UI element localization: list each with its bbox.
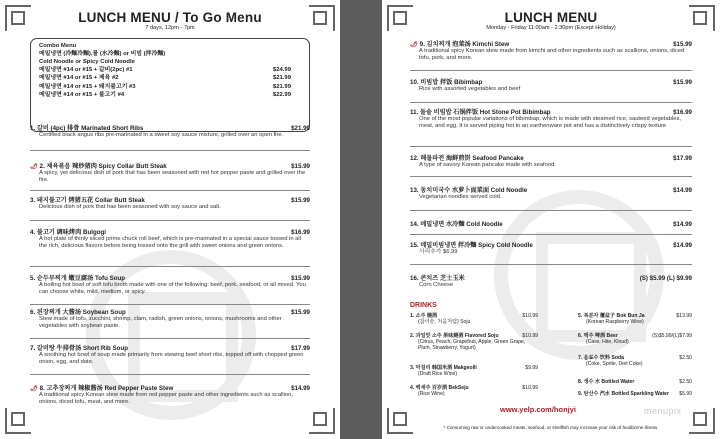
left-menu-page: [0, 0, 340, 439]
menu-item: 🌶 8. 고추장찌개 辣椒酱汤 Red Pepper Paste Stew $14.99 A traditional spicy Korean stew made from red pepper paste and other ingredients such as scallion, onions, diced tofu, meat, and more.: [30, 385, 310, 405]
menupix-watermark: menupix: [644, 406, 682, 416]
combo-row: 메밀냉면 #14 or #15 + 제육 #2 $21.99: [39, 75, 291, 82]
combo-menu-box: [30, 38, 310, 132]
menu-item: 1. 갈비 (4pc) 排骨 Marinated Short Ribs $21.99 Certified black angus ribs pre-marinated in a sweet soy sauce mixture, grilled over an open fire.: [30, 125, 310, 139]
divider: [410, 146, 692, 147]
page-title: LUNCH MENU: [504, 10, 598, 25]
divider: [410, 234, 692, 235]
combo-line: Cold Noodle or Spicy Cold Noodle: [39, 59, 135, 65]
divider: [410, 176, 692, 177]
divider: [30, 220, 310, 221]
drink-item: 5. 복분자 覆盆子 Bok Bun Ja (Korean Raspberry Wine) $13.99: [578, 313, 692, 325]
page-subtitle: 7 days, 12pm - 7pm: [145, 25, 195, 31]
menu-item: 7. 갈비탕 牛排骨汤 Short Rib Soup $17.99 A soothing hot bowl of soup made primarily from stewing beef short ribs, topped off with chopped green onion, egg, and date.: [30, 345, 310, 365]
yelp-link[interactable]: www.yelp.com/honjyi: [500, 405, 576, 414]
page-subtitle: Monday - Friday 11:00am - 2:30pm (Except Holiday): [486, 25, 616, 31]
drink-item: 7. 음료수 饮料 Soda (Coke, Sprite, Diet Coke) $2.50: [578, 355, 692, 367]
drink-item: 8. 생수 水 Bottled Water $2.50: [578, 379, 692, 385]
drinks-heading: DRINKS: [410, 302, 437, 309]
menu-item: 5. 순두부찌개 嫩豆腐汤 Tofu Soup $15.99 A boiling hot bowl of soft tofu broth made with one of the following: beef, pork, seafood, or all mixed. You can choose white, mild, medium, or spicy.: [30, 275, 310, 295]
menu-item: 4. 불고기 调味烤肉 Bulgogi $16.99 A hot plate of thinly sliced prime chuck roll beef, which is pre-marinated in a special sauce tossed in all the rich, delicious flavors before being tossed onto the grill with sweet onions and green onions.: [30, 229, 310, 249]
menu-item: 11. 돌솥 비빔밥 石锅拌饭 Hot Stone Pot Bibimbap $16.99 One of the most popular variations of bibimbap, which is made with steamed rice, sauteed vegetables, meat, and egg. It is served piping hot in an earthenware pot and has a distinctively crispy texture: [410, 109, 692, 129]
pepper-icon: 🌶: [30, 164, 38, 170]
corner-ornament: [387, 408, 413, 434]
divider: [410, 210, 692, 211]
drink-item: 9. 탄산수 汽水 Bottled Sparkling Water $5.99: [578, 391, 692, 397]
corner-ornament: [309, 408, 335, 434]
divider: [410, 70, 692, 71]
divider: [30, 374, 310, 375]
drink-item: 1. 소주 燒酒 (참이슬, 처음처럼) Soju $10.99: [410, 313, 538, 325]
menu-item: 6. 된장찌개 大酱汤 Soybean Soup $15.99 Stew made of tofu, zucchini, shrimp, clam, radish, green onions, onions, mushrooms and other vegetables with soybean paste.: [30, 309, 310, 329]
menu-item: 🌶 9. 김치찌개 泡菜汤 Kimchi Stew $15.99 A traditional spicy Korean stew made from kimchi and other ingredients such as scallions, onions, diced tofu, pork, and more.: [410, 41, 692, 61]
combo-row: 메밀냉면 #14 or #15 + 불고기 #4 $22.99: [39, 92, 291, 99]
divider: [30, 190, 310, 191]
divider: [30, 304, 310, 305]
corner-ornament: [689, 408, 715, 434]
combo-line: 메밀냉면 (冷麵冷麵),물 (水冷麵) or 비빔 (拌冷麵): [39, 51, 166, 57]
menu-item: 14. 메밀냉면 水冷麵 Cold Noodle $14.99: [410, 221, 692, 228]
right-menu-page: [382, 0, 720, 439]
combo-title: Combo Menu: [39, 43, 77, 49]
menu-item: 16. 콘치즈 芝士玉米 (S) $5.99 (L) $9.99 Corn Cheese: [410, 275, 692, 289]
drink-item: 3. 막걸리 韩国米酒 Makgeolli (Draft Rice Wine) $9.99: [410, 365, 538, 377]
divider: [30, 266, 310, 267]
combo-row: 메밀냉면 #14 or #15 + 갈비(2pc) #1 $24.99: [39, 67, 291, 73]
menu-item: 15. 메밀비빔냉면 拌冷麵 Spicy Cold Noodle $14.99 사리추가 $6.99: [410, 242, 692, 256]
divider: [410, 102, 692, 103]
combo-row: 메밀냉면 #14 or #15 + 돼지불고기 #3 $21.99: [39, 83, 291, 90]
pepper-icon: 🌶: [30, 386, 38, 392]
pepper-icon: 🌶: [410, 42, 418, 48]
page-title: LUNCH MENU / To Go Menu: [78, 10, 262, 25]
divider: [30, 338, 310, 339]
menu-item: 3. 돼지불고기 烤猪五花 Collar Butt Steak $15.99 Delicious dish of pork that has been seasoned with soy sauce and salt.: [30, 197, 310, 211]
menu-item: 10. 비빔밥 拌饭 Bibimbap $15.99 Rice with assorted vegetables and beef: [410, 79, 692, 93]
drink-item: 4. 백세주 百岁酒 BekSeju (Rice Wine) $10.99: [410, 385, 538, 397]
menu-item: 13. 동치미국수 水萝卜面菜面 Cold Noodle $14.99 Vegetarian noodles served cold.: [410, 187, 692, 201]
drink-item: 2. 과일맛 소주 果味燒酒 Flavored Soju (Citrus, Peach, Grapefruit, Apple, Green Grape, Plum, Strawberry, Yogurt) $10.99: [410, 333, 538, 351]
corner-ornament: [5, 408, 31, 434]
menu-item: 🌶 2. 제육볶음 辣炒猪肉 Spicy Collar Butt Steak $15.99 A spicy, yet delicious dish of pork that has been seasoned with red hot pepper paste and grilled over the fire.: [30, 163, 310, 183]
divider: [410, 264, 692, 265]
menu-item: 12. 해물파전 海鲜煎饼 Seafood Pancake $17.99 A type of savory Korean pancake made with seafood: [410, 155, 692, 169]
drink-item: 6. 맥주 啤酒 Beer (Cass, Hite, Kloud) (S)$5.99/(L)$7.99: [578, 333, 692, 345]
divider: [30, 150, 310, 151]
footnote: * Consuming raw or undercooked meats, seafood, or shellfish may increase your risk of foodborne illness.: [443, 425, 659, 430]
